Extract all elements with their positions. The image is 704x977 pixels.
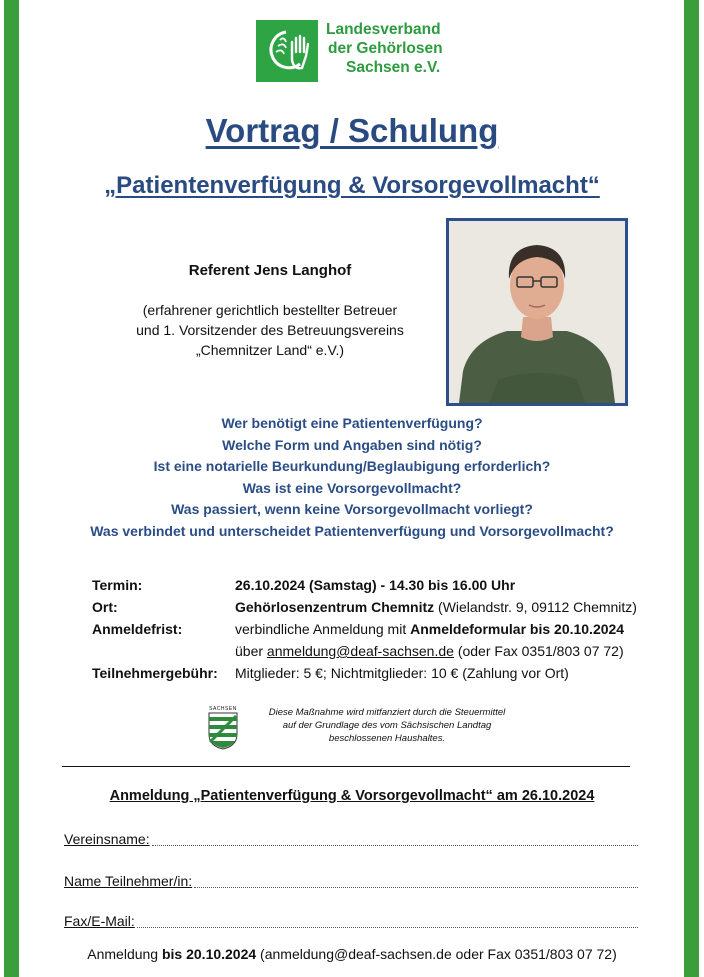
registration-title: Anmeldung „Patientenverfügung & Vorsorgevollmacht“ am 26.10.2024 [109, 788, 595, 804]
question-item: Ist eine notarielle Beurkundung/Beglaubigung erforderlich? [153, 458, 551, 474]
email-row-spacer [92, 640, 235, 662]
vereinsname-dotted-line[interactable] [152, 831, 638, 846]
page-subtitle: „Patientenverfügung & Vorsorgevollmacht“ [104, 172, 600, 199]
ort-address: (Wielandstr. 9, 09112 Chemnitz) [434, 599, 637, 615]
speaker-desc-line-1: (erfahrener gerichtlich bestellter Betreuer [142, 302, 398, 318]
page-title: Vortrag / Schulung [205, 112, 499, 149]
vereinsname-field[interactable] [64, 831, 638, 847]
gebuehr-label: Teilnehmergebühr: [92, 665, 218, 681]
funding-line-3: beschlossenen Haushaltes. [328, 733, 446, 744]
question-item: Was verbindet und unterscheidet Patientenverfügung und Vorsorgevollmacht? [90, 522, 614, 539]
teilnehmer-name-dotted-line[interactable] [194, 873, 638, 888]
fax-email-dotted-line[interactable] [137, 913, 638, 928]
logo-line-1: Landesverband [326, 21, 441, 38]
email-value [235, 640, 624, 662]
gebuehr-row [92, 662, 637, 684]
event-details [92, 574, 637, 684]
question-item: Was passiert, wenn keine Vorsorgevollmacht vorliegt? [171, 501, 533, 517]
fax-email-field[interactable] [64, 913, 638, 929]
anmeldefrist-value [235, 618, 624, 640]
saxony-crest-icon [208, 712, 238, 750]
termin-row [92, 574, 637, 596]
registration-footer [0, 946, 704, 962]
speaker-desc-line-2: und 1. Vorsitzender des Betreuungsvereins [136, 322, 404, 338]
separator-line [62, 766, 630, 767]
speaker-desc-line-3: „Chemnitzer Land“ e.V.) [195, 342, 345, 358]
gebuehr-value: Mitglieder: 5 €; Nichtmitglieder: 10 € (Zahlung vor Ort) [235, 665, 569, 681]
fax-email-label: Fax/E-Mail: [64, 913, 135, 929]
anmeldefrist-label: Anmeldefrist: [92, 621, 183, 637]
question-item: Wer benötigt eine Patientenverfügung? [221, 415, 483, 431]
saxony-crest [208, 706, 238, 755]
teilnehmer-name-field[interactable] [64, 873, 638, 889]
anmeldefrist-pre: verbindliche Anmeldung mit [235, 621, 411, 637]
funding-line-1: Diese Maßnahme wird mitfanziert durch die Steuermittel [268, 707, 506, 718]
logo-text [326, 20, 443, 77]
question-item: Was ist eine Vorsorgevollmacht? [242, 479, 462, 496]
teilnehmer-name-label: Name Teilnehmer/in: [64, 873, 193, 889]
organization-logo [256, 20, 443, 82]
anmeldefrist-row [92, 618, 637, 640]
footer-deadline: bis 20.10.2024 [161, 946, 257, 962]
ort-row [92, 596, 637, 618]
crest-label: SACHSEN [209, 706, 237, 712]
logo-line-2: der Gehörlosen [328, 40, 443, 57]
email-row [92, 640, 637, 662]
questions-list [0, 413, 704, 542]
ort-label: Ort: [92, 599, 118, 615]
speaker-photo [446, 218, 628, 406]
footer-pre: Anmeldung [87, 946, 162, 962]
question-item: Welche Form und Angaben sind nötig? [222, 436, 482, 453]
vereinsname-label: Vereinsname: [64, 831, 150, 847]
funding-text [252, 706, 522, 745]
termin-value: 26.10.2024 (Samstag) - 14.30 bis 16.00 Uhr [235, 577, 516, 593]
anmeldefrist-deadline: Anmeldeformular bis 20.10.2024 [410, 621, 625, 637]
speaker-name: Referent Jens Langhof [188, 262, 352, 279]
termin-label: Termin: [92, 577, 143, 593]
ort-value [235, 596, 637, 618]
footer-post: (anmeldung@deaf-sachsen.de oder Fax 0351/803 07 72) [256, 946, 617, 962]
email-link[interactable]: anmeldung@deaf-sachsen.de [266, 643, 454, 659]
funding-line-2: auf der Grundlage des vom Sächsischen Landtag [282, 720, 492, 731]
logo-line-3: Sachsen e.V. [346, 59, 441, 76]
hand-logo-icon [256, 20, 318, 82]
email-pre: über [235, 643, 267, 659]
speaker-description [80, 300, 460, 360]
email-post: (oder Fax 0351/803 07 72) [453, 643, 624, 659]
funding-notice [208, 706, 522, 755]
ort-name: Gehörlosenzentrum Chemnitz [235, 599, 435, 615]
